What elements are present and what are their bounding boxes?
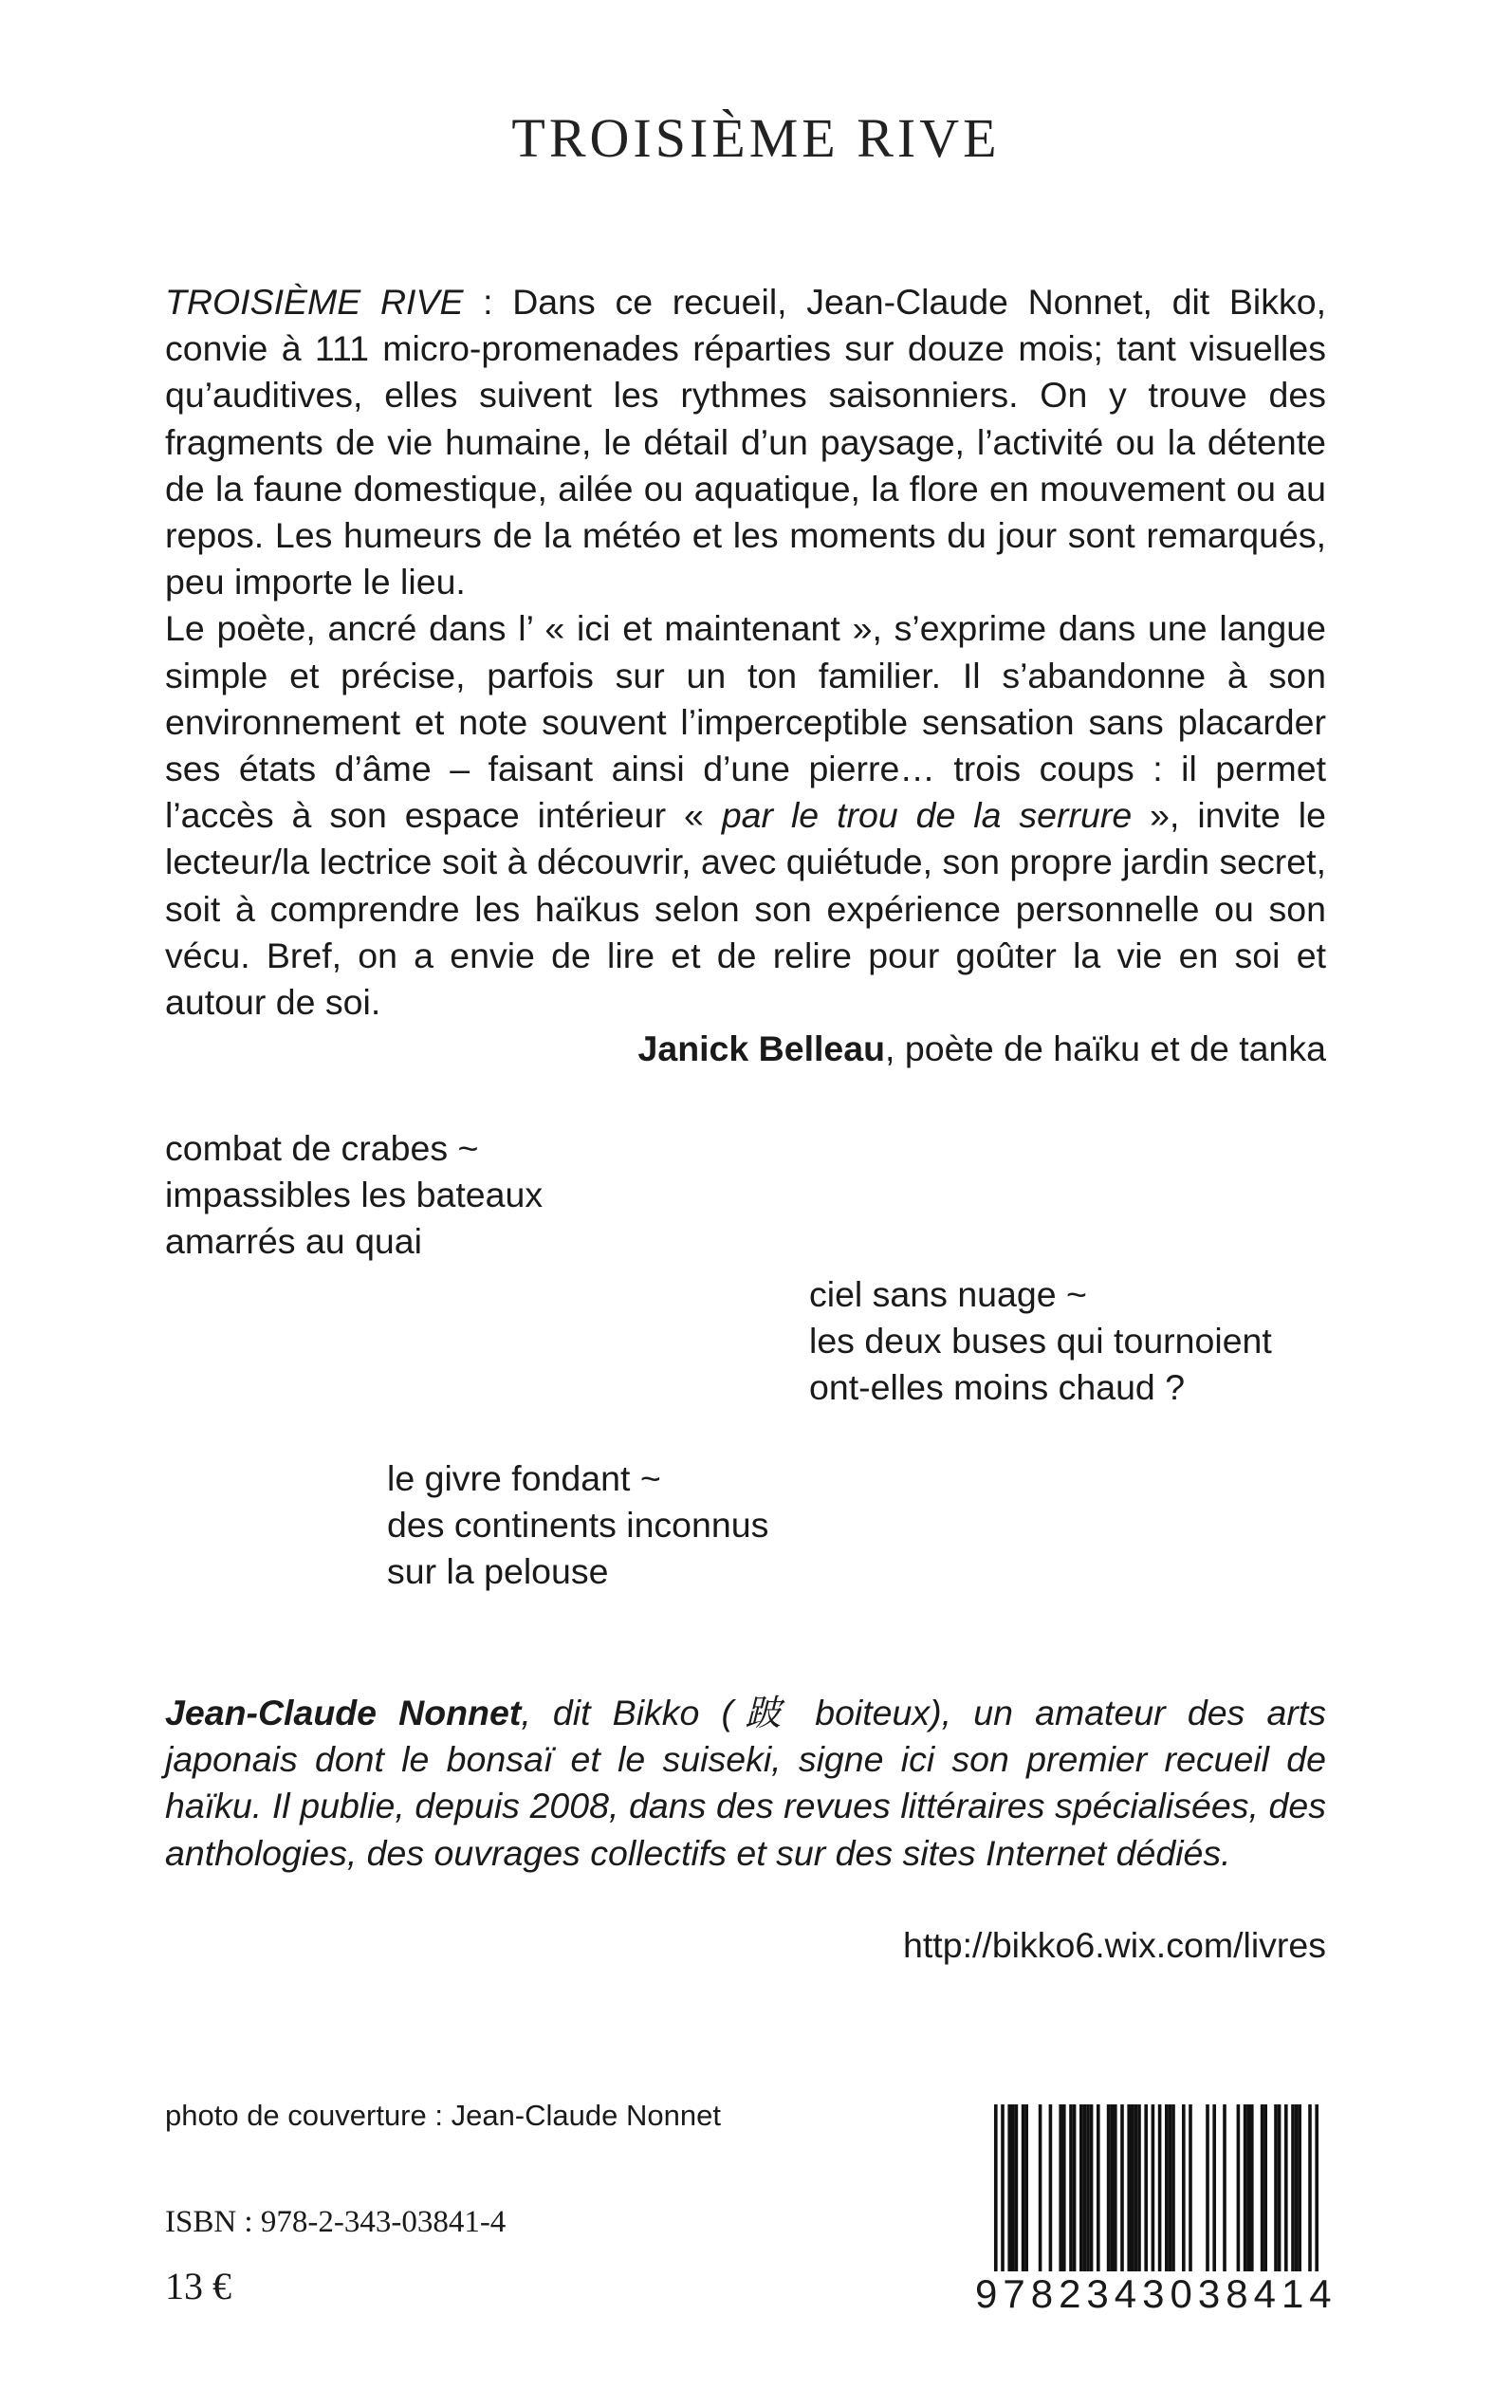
review-paragraph-1	[165, 279, 1326, 605]
barcode-bar	[1212, 2104, 1216, 2273]
barcode-bar	[1298, 2104, 1301, 2273]
barcode-bar	[1073, 2104, 1077, 2273]
barcode-bar	[1244, 2104, 1247, 2273]
barcode-bar	[1250, 2104, 1254, 2273]
review-author-name: Janick Belleau	[637, 1028, 886, 1069]
barcode-bar	[1001, 2104, 1005, 2290]
barcode-bar	[1274, 2104, 1278, 2273]
barcode-bar	[1278, 2104, 1282, 2273]
barcode-bar	[1127, 2104, 1131, 2273]
haiku-1	[165, 1125, 543, 1266]
barcode-bar	[1015, 2104, 1019, 2273]
barcode-bar	[994, 2104, 998, 2290]
barcode-bar	[1107, 2104, 1111, 2273]
price: 13 €	[165, 2265, 231, 2307]
barcode-bar	[1110, 2104, 1114, 2273]
barcode-bar	[1062, 2104, 1066, 2273]
book-title: TROISIÈME RIVE	[511, 107, 1001, 169]
haiku-line: ont-elles moins chaud ?	[809, 1367, 1186, 1408]
barcode-bar	[1114, 2104, 1117, 2273]
barcode-bar	[1131, 2104, 1134, 2273]
author-website-link[interactable]: http://bikko6.wix.com/livres	[903, 1925, 1326, 1965]
barcode-bar	[1097, 2104, 1100, 2273]
haiku-2	[809, 1271, 1272, 1412]
review-text	[165, 279, 1326, 1072]
barcode-bar	[1086, 2104, 1090, 2273]
barcode-bar	[1039, 2104, 1042, 2273]
review-part-2a: Le poète, ancré dans l’ « ici et maintenant », s’exprime dans une langue simple et précise, parfois sur un ton familier. Il s’abandonne à son environnement et note souvent l’imperceptible sensation sans placarder ses états d’âme – faisant ainsi d’une pierre… trois coups : il permet l’accès à son espace intérieur «	[165, 608, 1326, 836]
barcode-bar	[1315, 2104, 1318, 2290]
review-part-2b: », invite le lecteur/la lectrice soit à découvrir, avec quiétude, son propre jardin secret, soit à comprendre les haïkus selon son expérience personnelle ou son vécu. Bref, on a envie de lire et de relire pour goûter la vie en soi et autour de soi.	[165, 795, 1326, 1023]
barcode-bar	[1007, 2104, 1011, 2273]
author-bio-text: , dit Bikko (跛 boiteux), un amateur des arts japonais dont le bonsaï et le suiseki, signe ici son premier recueil de haïku. Il publie, depuis 2008, dans des revues littéraires spécialisées, des anthologies, des ouvrages collectifs et sur des sites Internet dédiés.	[165, 1693, 1326, 1873]
barcode-bar	[1263, 2104, 1267, 2273]
barcode-bar	[1165, 2104, 1169, 2273]
barcode-bar	[1206, 2104, 1209, 2273]
barcode-bar	[1152, 2104, 1155, 2290]
review-lead-title: TROISIÈME RIVE	[165, 282, 464, 322]
barcode-bar	[1090, 2104, 1094, 2273]
barcode-bar	[1291, 2104, 1295, 2273]
barcode-bar	[1022, 2104, 1025, 2273]
barcode-bar	[1223, 2104, 1226, 2273]
haiku-line: impassibles les bateaux	[165, 1175, 544, 1215]
haiku-line: sur la pelouse	[387, 1551, 609, 1592]
barcode-bar	[1137, 2104, 1141, 2273]
barcode-bar	[1261, 2104, 1264, 2273]
barcode	[975, 2104, 1337, 2328]
review-signature	[165, 1026, 1326, 1072]
barcode-bar	[1295, 2104, 1299, 2273]
barcode-bar	[1120, 2104, 1124, 2273]
haiku-line: amarrés au quai	[165, 1221, 422, 1262]
barcode-bar	[1308, 2104, 1312, 2290]
author-bio	[165, 1690, 1326, 1877]
haiku-line: le givre fondant ~	[387, 1458, 661, 1498]
barcode-bar	[1049, 2104, 1053, 2273]
photo-credit: photo de couverture : Jean-Claude Nonnet	[165, 2099, 721, 2132]
review-author-role: , poète de haïku et de tanka	[885, 1028, 1326, 1069]
review-paragraph-2	[165, 605, 1326, 1026]
barcode-bar	[1011, 2104, 1015, 2273]
barcode-bar	[1079, 2104, 1083, 2273]
haiku-line: les deux buses qui tournoient	[809, 1321, 1272, 1361]
haiku-line: ciel sans nuage ~	[809, 1274, 1087, 1314]
barcode-bar	[1134, 2104, 1138, 2273]
barcode-bar	[1182, 2104, 1186, 2273]
review-part-1: : Dans ce recueil, Jean-Claude Nonnet, dit Bikko, convie à 111 micro-promenades réparties sur douze mois; tant visuelles qu’auditives, elles suivent les rythmes saisonniers. On y trouve des fragments de vie humaine, le détail d’un paysage, l’activité ou la détente de la faune domestique, ailée ou aquatique, la flore en mouvement ou au repos. Les humeurs de la météo et les moments du jour sont remarqués, peu importe le lieu.	[165, 282, 1326, 602]
haiku-3	[387, 1455, 768, 1596]
barcode-bar	[1144, 2104, 1148, 2273]
barcode-bar	[1237, 2104, 1241, 2273]
barcode-bar	[1024, 2104, 1028, 2273]
barcode-bar	[1083, 2104, 1087, 2273]
barcode-bar	[1158, 2104, 1162, 2290]
barcode-bar	[1069, 2104, 1073, 2273]
barcode-bar	[1169, 2104, 1172, 2273]
haiku-line: combat de crabes ~	[165, 1128, 479, 1168]
author-name: Jean-Claude Nonnet	[165, 1693, 522, 1732]
barcode-digits: 9782343038414	[975, 2271, 1337, 2316]
barcode-bar	[1246, 2104, 1250, 2273]
isbn: ISBN : 978-2-343-03841-4	[165, 2205, 507, 2239]
barcode-bar	[1189, 2104, 1192, 2273]
barcode-bar	[1059, 2104, 1062, 2273]
review-quote-italic: par le trou de la serrure	[721, 795, 1133, 836]
haiku-line: des continents inconnus	[387, 1505, 769, 1546]
barcode-bar	[1284, 2104, 1288, 2273]
barcode-bar	[1171, 2104, 1175, 2273]
